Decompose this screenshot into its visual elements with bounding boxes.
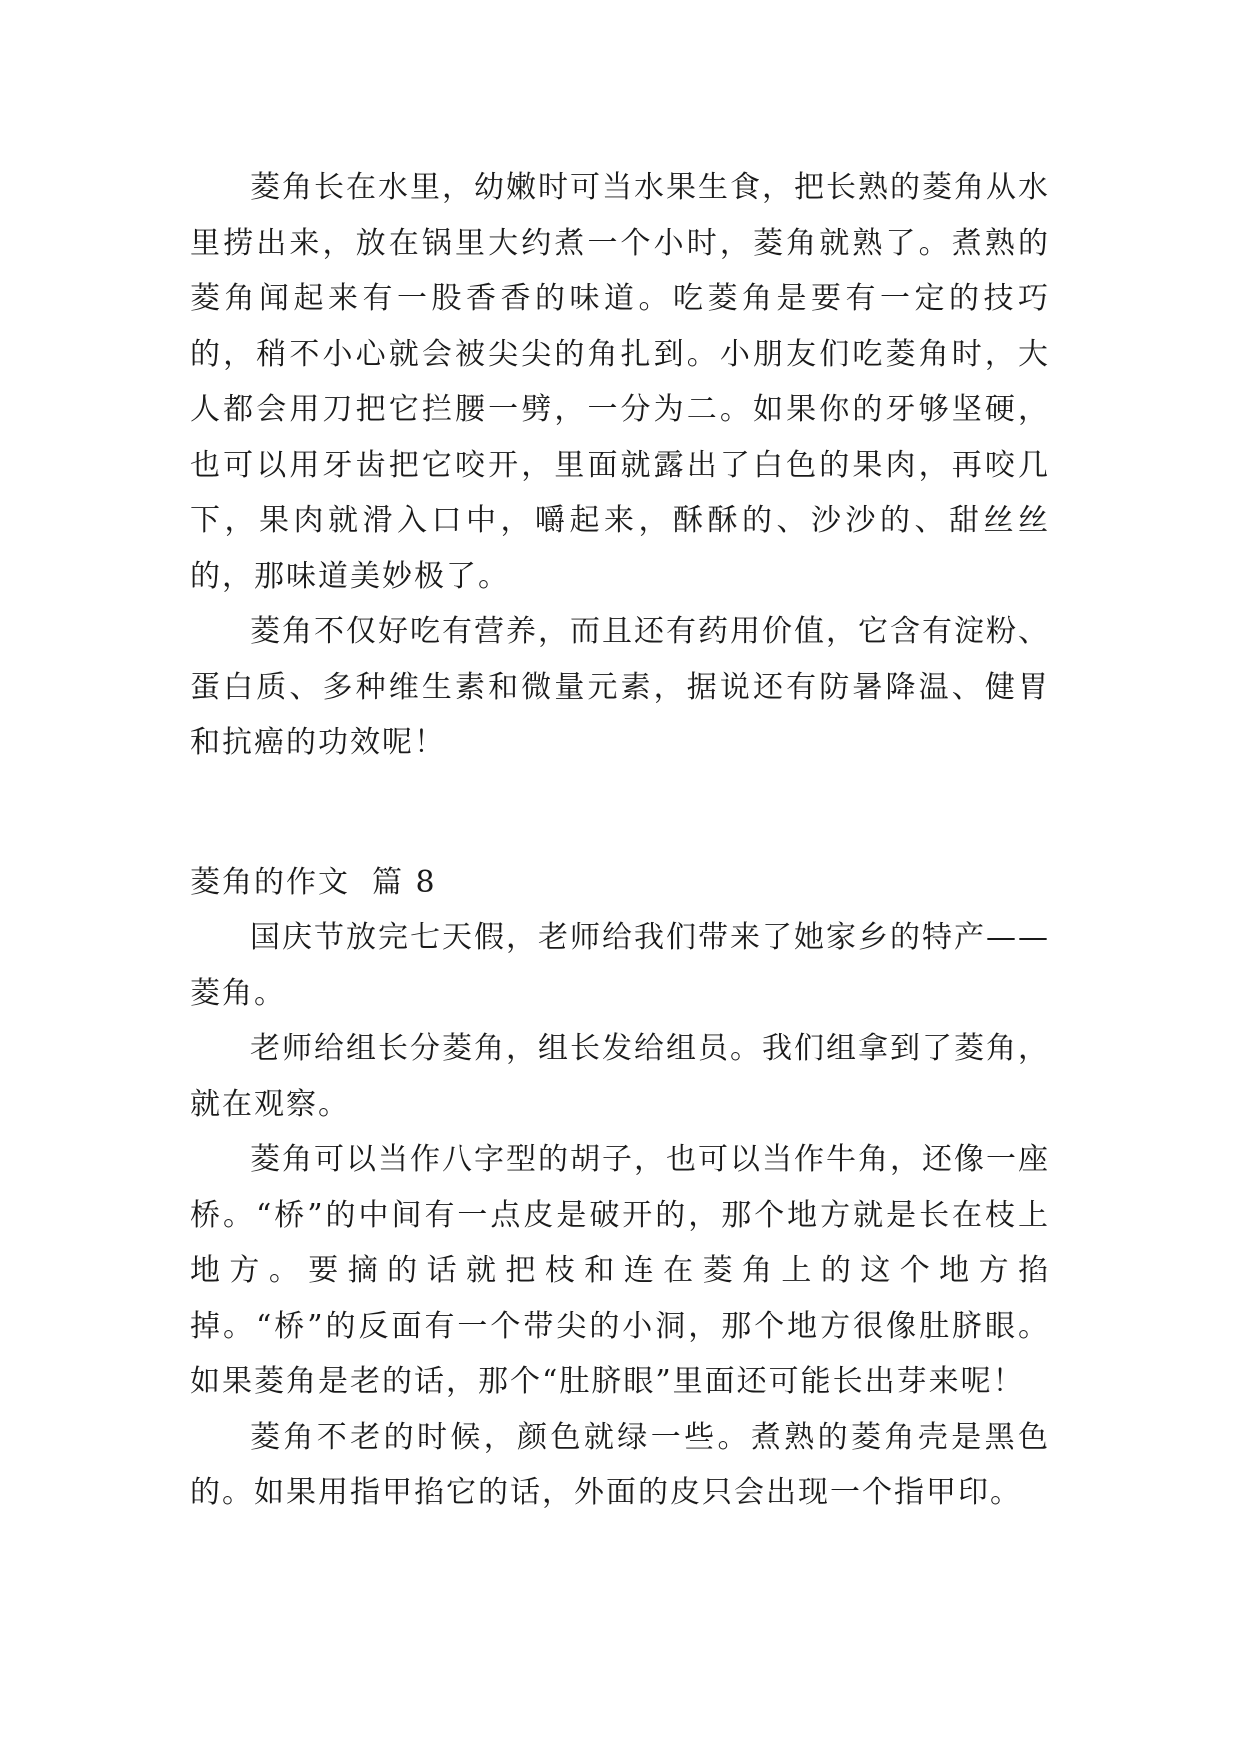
paragraph: 国庆节放完七天假，老师给我们带来了她家乡的特产——菱角。 <box>190 920 1050 1011</box>
paragraph: 菱角可以当作八字型的胡子，也可以当作牛角，还像一座桥。“桥”的中间有一点皮是破开的，那个地方就是长在枝上地方。要摘的话就把枝和连在菱角上的这个地方掐掉。“桥”的反面有一个带尖的小洞，那个地方很像肚脐眼。如果菱角是老的话，那个“肚脐眼”里面还可能长出芽来呢！ <box>190 1142 1050 1399</box>
paragraph: 菱角不仅好吃有营养，而且还有药用价值，它含有淀粉、蛋白质、多种维生素和微量元素，据说还有防暑降温、健胃和抗癌的功效呢！ <box>190 614 1050 760</box>
essay-title-part: 篇 8 <box>372 865 437 900</box>
essay-section-8 <box>190 910 1050 1521</box>
essay-section-previous <box>190 160 1050 771</box>
essay-title-main: 菱角的作文 <box>190 865 350 900</box>
paragraph: 菱角长在水里，幼嫩时可当水果生食，把长熟的菱角从水里捞出来，放在锅里大约煮一个小时，菱角就熟了。煮熟的菱角闻起来有一股香香的味道。吃菱角是要有一定的技巧的，稍不小心就会被尖尖的角扎到。小朋友们吃菱角时，大人都会用刀把它拦腰一劈，一分为二。如果你的牙够坚硬，也可以用牙齿把它咬开，里面就露出了白色的果肉，再咬几下，果肉就滑入口中，嚼起来，酥酥的、沙沙的、甜丝丝的，那味道美妙极了。 <box>190 170 1050 594</box>
essay-title <box>190 855 437 911</box>
paragraph: 菱角不老的时候，颜色就绿一些。煮熟的菱角壳是黑色的。如果用指甲掐它的话，外面的皮只会出现一个指甲印。 <box>190 1419 1050 1510</box>
paragraph: 老师给组长分菱角，组长发给组员。我们组拿到了菱角，就在观察。 <box>190 1031 1050 1122</box>
